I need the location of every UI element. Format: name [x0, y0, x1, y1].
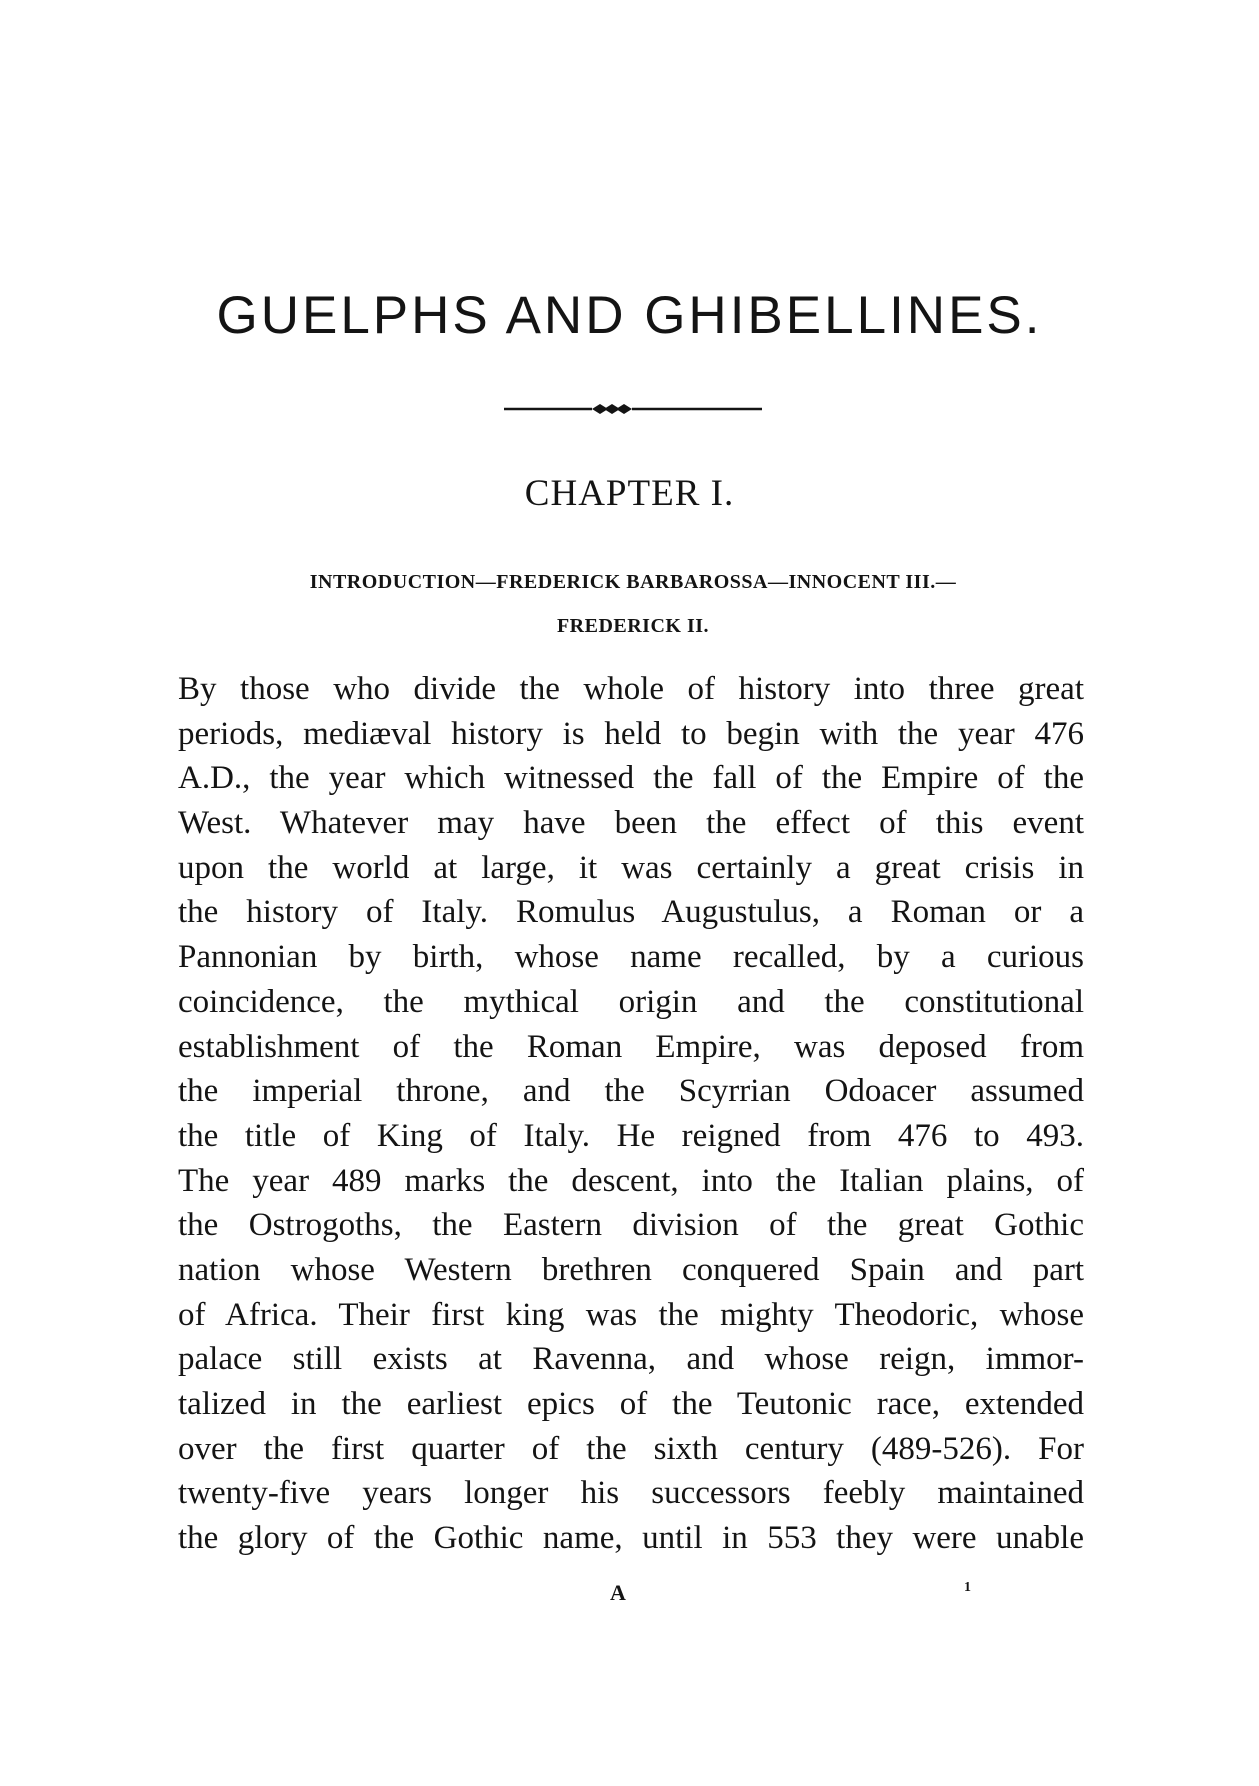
text-line: establishment of the Roman Empire, was deposed from — [178, 1028, 1084, 1065]
text-line: the Ostrogoths, the Eastern division of the great Gothic — [178, 1207, 1084, 1244]
chapter-summary — [178, 560, 1088, 648]
chapter-number: CHAPTER I. — [524, 473, 735, 514]
text-line: The year 489 marks the descent, into the Italian plains, of — [178, 1162, 1084, 1199]
page-number: 1 — [964, 1580, 971, 1595]
book-title: GUELPHS AND GHIBELLINES. — [216, 286, 1043, 345]
text-line: upon the world at large, it was certainly a great crisis in — [178, 849, 1084, 886]
text-line: coincidence, the mythical origin and the constitutional — [178, 983, 1084, 1020]
text-line: West. Whatever may have been the effect of this event — [178, 805, 1084, 842]
text-line: of Africa. Their first king was the mighty Theodoric, whose — [178, 1296, 1084, 1333]
text-line: palace still exists at Ravenna, and whose reign, immor- — [178, 1341, 1084, 1378]
chapter-summary-line: FREDERICK II. — [556, 615, 710, 637]
text-line: By those who divide the whole of history into three great — [178, 671, 1084, 707]
signature-mark: A — [610, 1580, 626, 1605]
text-line: over the first quarter of the sixth century (489-526). For — [178, 1430, 1084, 1467]
text-line: the glory of the Gothic name, until in 553 they were unable — [178, 1520, 1084, 1557]
text-line: the imperial throne, and the Scyrrian Odoacer assumed — [178, 1073, 1084, 1110]
text-line: the title of King of Italy. He reigned from 476 to 493. — [178, 1117, 1084, 1154]
text-line: Pannonian by birth, whose name recalled, by a curious — [178, 939, 1084, 976]
body-text — [178, 667, 1084, 1561]
text-line: talized in the earliest epics of the Teutonic race, extended — [178, 1386, 1084, 1422]
text-line: A.D., the year which witnessed the fall of the Empire of the — [178, 760, 1084, 797]
text-line: periods, mediæval history is held to begin with the year 476 — [178, 715, 1084, 752]
text-line: the history of Italy. Romulus Augustulus, a Roman or a — [178, 894, 1084, 931]
text-line: nation whose Western brethren conquered Spain and part — [178, 1251, 1084, 1288]
text-line: twenty-five years longer his successors feebly maintained — [178, 1475, 1084, 1512]
ornament-divider — [504, 402, 764, 416]
chapter-summary-line: INTRODUCTION—FREDERICK BARBAROSSA—INNOCENT III.— — [309, 571, 957, 593]
